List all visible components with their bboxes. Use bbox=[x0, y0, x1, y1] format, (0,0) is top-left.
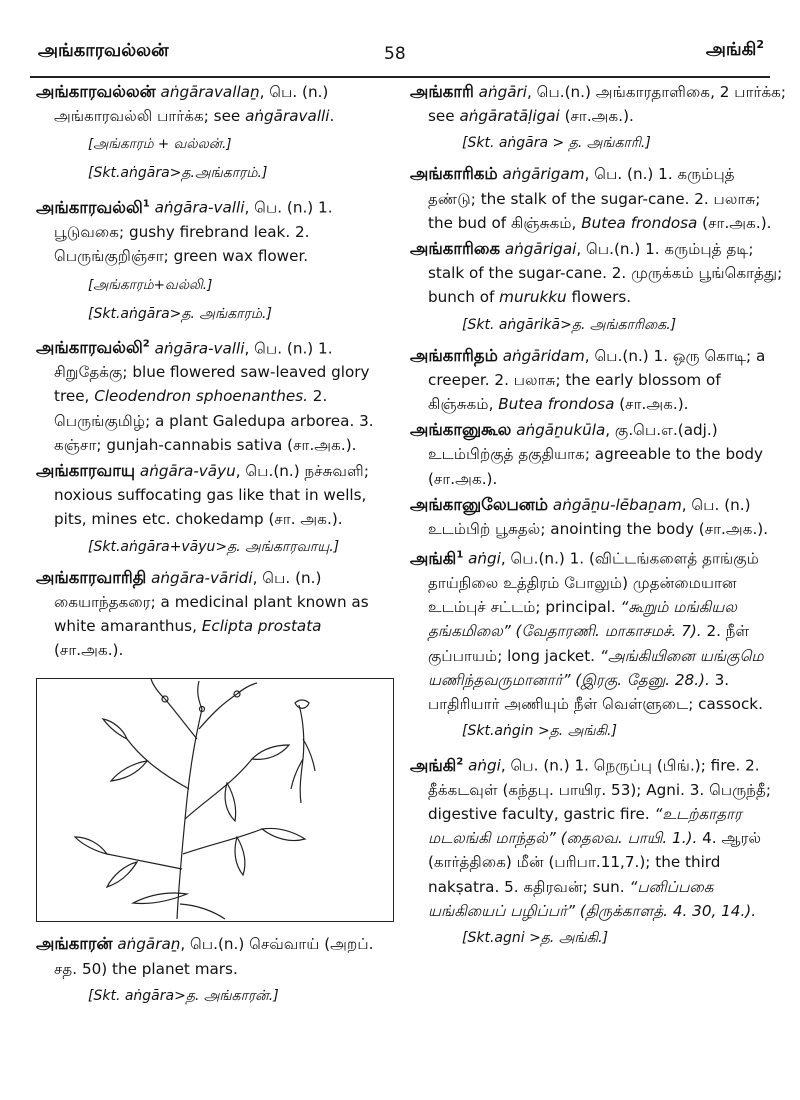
definition: , பெ.(n.) 1. (விட்டங்களைத் தாங்கும் தாய்நிலை உத்திரம் போலும்) முதன்மையான உடம்புச் சட்டம்; principal. bbox=[428, 549, 759, 617]
plant-drawing bbox=[37, 679, 393, 921]
headword: அங்காரவாயு bbox=[36, 461, 136, 481]
transliteration: aṅgārigai bbox=[504, 240, 577, 259]
dictionary-entry bbox=[36, 192, 394, 268]
etymology: [Skt.aṅgāra+vāyu>த. அங்காரவாயு.] bbox=[88, 538, 340, 555]
definition: , பெ. (n.) 1. பூடுவகை; gushy firebrand leak. 2. பெருங்குறிஞ்சா; green wax flower. bbox=[54, 198, 333, 266]
transliteration: aṅgāravallaṉ bbox=[160, 83, 260, 101]
headword: அங்கானுலேபனம் bbox=[410, 494, 549, 514]
headword: அங்காரவல்லி$^1$ bbox=[36, 197, 150, 217]
headword: அங்கி$^1$ bbox=[410, 548, 464, 568]
dictionary-entry: அங்காரி aṅgāri, பெ.(n.) அங்காரதாளிகை, 2 பார்க்க; see aṅgāratāḷigai (சா.அக.). bbox=[410, 82, 786, 126]
transliteration: aṅgi bbox=[468, 549, 501, 568]
dictionary-entry: அங்கி$^1$ aṅgi, பெ.(n.) 1. (விட்டங்களைத் தாங்கும் தாய்நிலை உத்திரம் போலும்) முதன்மையான உடம்புச் சட்டம்; principal. “கூறும் மங்கியல தங்கமிலை” (வேதாரணி. மாகாசமச். 7). 2. நீள் குப்பாயம்; long jacket. “அங்கியினை யங்குமெ யணிந்தவருமானார்” (இரகு. தேனு. 28.). 3. பாதிரியார் அணியும் நீள் வெள்ளுடை; cassock. bbox=[410, 548, 764, 713]
etymology: [Skt.aṅgāra>த.அங்காரம்.] bbox=[88, 165, 268, 182]
etymology: [Skt. aṅgārikā>த. அங்காரிகை.] bbox=[462, 316, 677, 333]
definition: , பெ.(n.) செவ்வாய் (அறப். சத. 50) the planet mars. bbox=[54, 935, 374, 978]
scientific-name: Butea frondosa bbox=[498, 395, 615, 414]
left-column bbox=[36, 80, 394, 1015]
transliteration: aṅgāṉukūla bbox=[516, 421, 606, 440]
headword: அங்காரன் bbox=[36, 934, 113, 954]
guide-word-right: அங்கி$^2$ bbox=[705, 38, 764, 60]
transliteration: aṅgāridam bbox=[502, 346, 585, 365]
plant-illustration bbox=[36, 678, 394, 922]
transliteration: aṅgāra-vāyu bbox=[139, 462, 236, 481]
quotation: “அங்கியினை யங்குமெ யணிந்தவருமானார்” (இரகு. தேனு. 28.). bbox=[428, 646, 764, 689]
guide-word-left: அங்காரவல்லன் bbox=[38, 40, 169, 61]
headword: அங்கி$^2$ bbox=[410, 755, 464, 775]
definition: , பெ. (n.) 1. கரும்புத் தண்டு; the stalk of the sugar-cane. 2. பலாசு; the bud of கிஞ்சுகம், bbox=[428, 165, 761, 232]
headword: அங்காரவல்லன் bbox=[36, 82, 156, 101]
headword: அங்கானுகூல bbox=[410, 420, 512, 440]
etymology: [Skt. aṅgāra > த. அங்காரி.] bbox=[462, 135, 651, 152]
page-number: 58 bbox=[384, 44, 406, 64]
headword: அங்காரிதம் bbox=[410, 345, 498, 365]
cross-reference: aṅgāravalli bbox=[245, 107, 330, 126]
definition: , பெ. (n.) உடம்பிற் பூசுதல்; anointing the body (சா.அக.). bbox=[428, 495, 769, 539]
dictionary-entry: அங்காரிகை aṅgārigai, பெ.(n.) 1. கரும்புத் தடி; stalk of the sugar-cane. 2. முருக்கம் பூங்கொத்து; bunch of murukku flowers. bbox=[410, 239, 783, 307]
headword: அங்காரி bbox=[410, 82, 474, 101]
dictionary-entry: அங்காரவல்லி$^2$ aṅgāra-valli, பெ. (n.) 1. சிறுதேக்கு; blue flowered saw-leaved glory tree, Cleodendron sphoenanthes. 2. பெருங்குமிழ்; a plant Galedupa arborea. 3. கஞ்சா; gunjah-cannabis sativa (சா.அக.). bbox=[36, 338, 374, 454]
etymology: [Skt.agni >த. அங்கி.] bbox=[462, 930, 609, 947]
transliteration: aṅgāra-valli bbox=[154, 198, 245, 217]
definition: , பெ.(n.) 1. ஒரு கொடி; a creeper. 2. பலாசு; the early blossom of கிஞ்சுகம், bbox=[428, 346, 766, 414]
definition: , பெ.(n.) 1. கரும்புத் தடி; stalk of the sugar-cane. 2. முருக்கம் பூங்கொத்து; bunch of bbox=[428, 240, 783, 307]
etymology: [Skt.aṅgāra>த. அங்காரம்.] bbox=[88, 305, 272, 322]
quotation: “உடற்காதார மடலங்கி மாந்தல்” (தைலவ. பாயி. 1.). bbox=[428, 805, 742, 848]
headword: அங்காரிகை bbox=[410, 239, 501, 259]
scientific-name: Eclipta prostata bbox=[201, 617, 322, 636]
scientific-name: Butea frondosa bbox=[581, 213, 698, 232]
definition: , பெ.(n.) அங்காரதாளிகை, 2 பார்க்க; see bbox=[428, 83, 786, 126]
transliteration: aṅgāra-valli bbox=[154, 339, 245, 358]
scientific-name: Cleodendron sphoenanthes. bbox=[94, 387, 308, 406]
etymology: [Skt. aṅgāra>த. அங்காரன்.] bbox=[88, 987, 279, 1004]
definition: , பெ. (n.) அங்காரவல்லி பார்க்க; see bbox=[54, 83, 329, 126]
definition: , பெ. (n.) கையாந்தகரை; a medicinal plant known as white amaranthus, bbox=[54, 568, 369, 636]
derivation-note: [அங்காரம்+வல்லி.] bbox=[88, 276, 213, 293]
dictionary-entry: அங்காரவாரிதி aṅgāra-vāridi, பெ. (n.) கையாந்தகரை; a medicinal plant known as white amaranthus, Eclipta prostata (சா.அக.). bbox=[36, 567, 369, 660]
definition: , பெ. (n.) 1. நெருப்பு (பிங்.); fire. 2. தீக்கடவுள் (கந்தபு. பாயிர. 53); Agni. 3. பெருந்தீ; digestive faculty, gastric fire. bbox=[428, 756, 772, 824]
cross-reference: aṅgāratāḷigai bbox=[459, 107, 560, 126]
transliteration: aṅgi bbox=[468, 756, 501, 775]
dictionary-entry: அங்கி$^2$ aṅgi, பெ. (n.) 1. நெருப்பு (பிங்.); fire. 2. தீக்கடவுள் (கந்தபு. பாயிர. 53); Agni. 3. பெருந்தீ; digestive faculty, gastric fire. “உடற்காதார மடலங்கி மாந்தல்” (தைலவ. பாயி. 1.). 4. ஆரல் (கார்த்திகை) மீன் (பரிபா.11,7.); the third nakṣatra. 5. கதிரவன்; sun. “பனிப்பகை யங்கியைப் பழிப்பர்” (திருக்காளத். 4. 30, 14.). bbox=[410, 755, 772, 920]
definition: , கு.பெ.எ.(adj.) உடம்பிற்குத் தகுதியாக; agreeable to the body (சா.அக.). bbox=[428, 421, 764, 488]
quotation: “பனிப்பகை யங்கியைப் பழிப்பர்” (திருக்காளத். 4. 30, 14.). bbox=[428, 877, 757, 920]
right-column bbox=[410, 80, 786, 957]
transliteration: aṅgāṉu-lēbaṉam bbox=[552, 495, 682, 514]
headword: அங்காரிகம் bbox=[410, 164, 498, 184]
definition: , பெ.(n.) நச்சுவளி; noxious suffocating gas like that in wells, pits, mines etc. chokedamp (சா. அக.). bbox=[54, 462, 369, 529]
transliteration: aṅgāraṉ bbox=[117, 935, 181, 954]
dictionary-entry bbox=[410, 418, 786, 491]
headword: அங்காரவாரிதி bbox=[36, 567, 147, 587]
etymology: [Skt.aṅgin >த. அங்கி.] bbox=[462, 723, 617, 740]
definition: , பெ. (n.) 1. சிறுதேக்கு; blue flowered saw-leaved glory tree, bbox=[54, 339, 370, 406]
dictionary-entry bbox=[36, 932, 394, 980]
dictionary-entry bbox=[410, 493, 786, 541]
headword: அங்காரவல்லி$^2$ bbox=[36, 338, 150, 358]
transliteration: aṅgāri bbox=[478, 83, 528, 101]
dictionary-entry: அங்காரிதம் aṅgāridam, பெ.(n.) 1. ஒரு கொடி; a creeper. 2. பலாசு; the early blossom of கிஞ்சுகம், Butea frondosa (சா.அக.). bbox=[410, 345, 766, 414]
dictionary-entry bbox=[36, 459, 394, 532]
italic-term: murukku bbox=[499, 288, 567, 307]
transliteration: aṅgārigam bbox=[502, 165, 585, 184]
dictionary-entry: அங்காரிகம் aṅgārigam, பெ. (n.) 1. கரும்புத் தண்டு; the stalk of the sugar-cane. 2. பலாசு; the bud of கிஞ்சுகம், Butea frondosa (சா.அக.). bbox=[410, 164, 772, 232]
dictionary-entry: அங்காரவல்லன் aṅgāravallaṉ, பெ. (n.) அங்காரவல்லி பார்க்க; see aṅgāravalli. bbox=[36, 82, 335, 126]
transliteration: aṅgāra-vāridi bbox=[151, 568, 253, 587]
derivation-note: [அங்காரம் + வல்லன்.] bbox=[88, 136, 232, 153]
quotation: “கூறும் மங்கியல தங்கமிலை” (வேதாரணி. மாகாசமச். 7). bbox=[428, 598, 737, 641]
header-rule bbox=[30, 76, 770, 78]
page-header bbox=[0, 0, 800, 78]
